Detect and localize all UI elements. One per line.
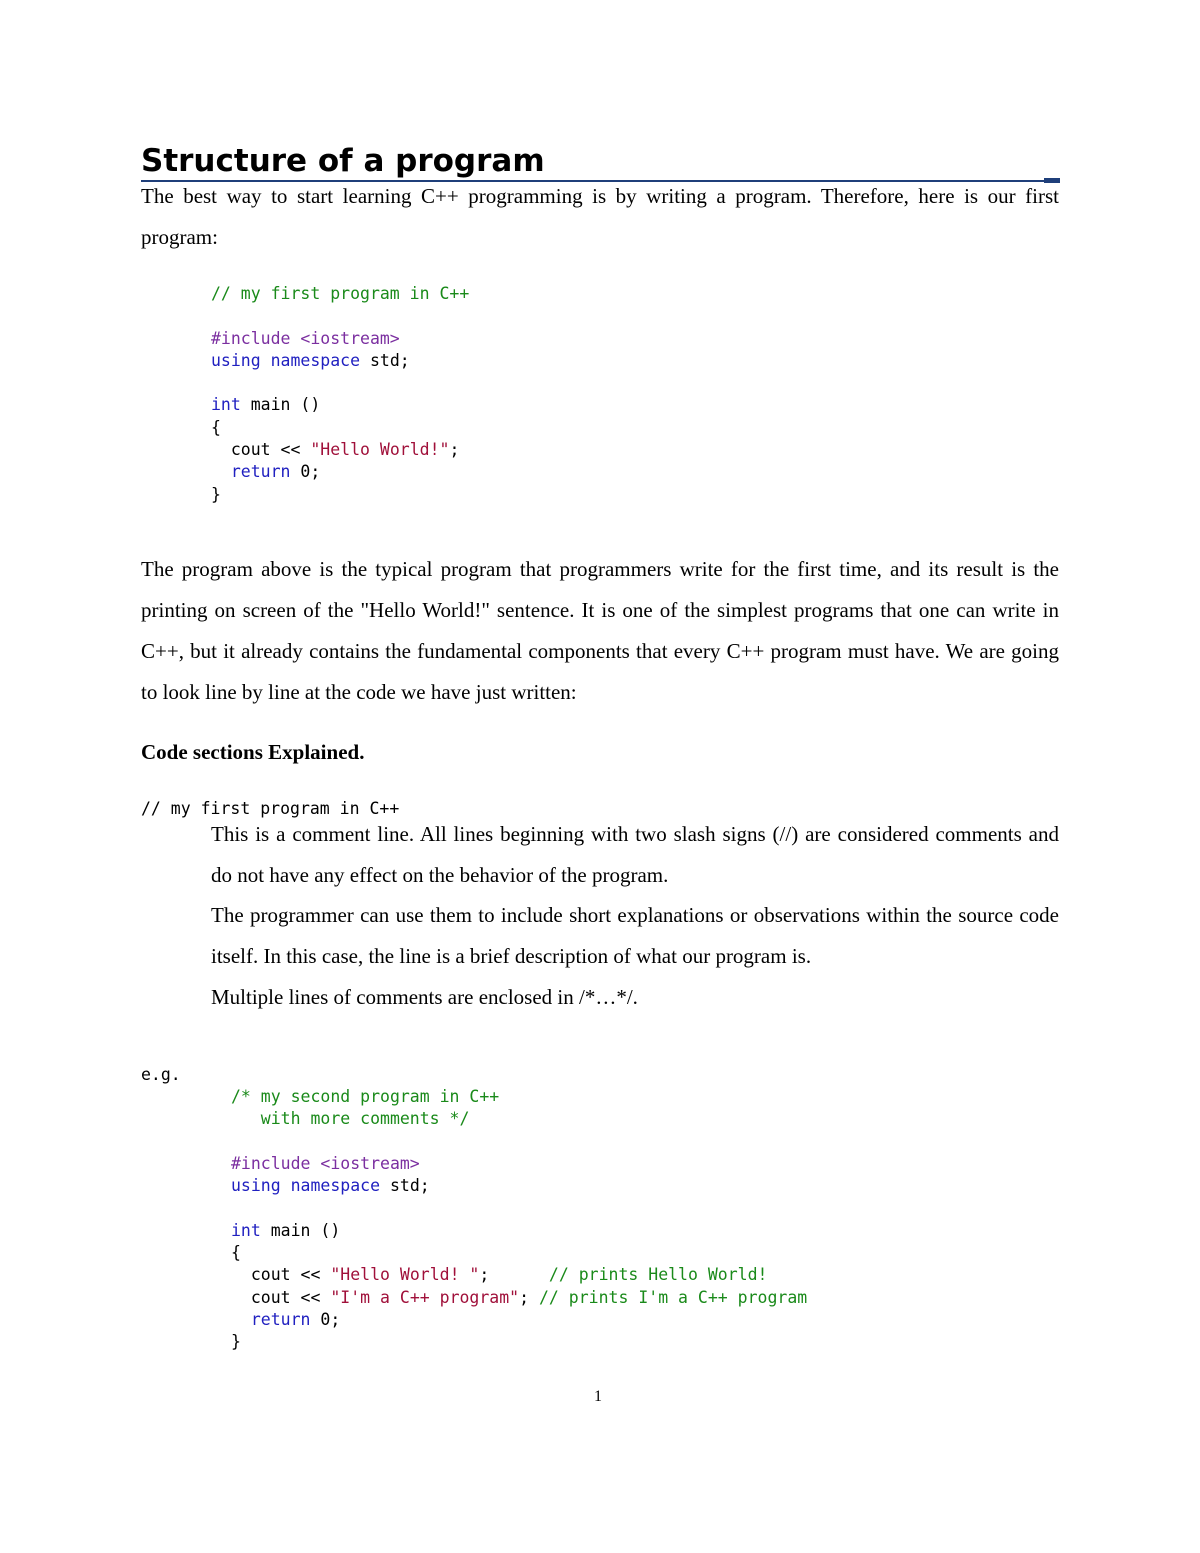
code-string: "Hello World! " (330, 1265, 480, 1285)
code-text: cout << (230, 440, 311, 460)
intro-paragraph: The best way to start learning C++ programming is by writing a program. Therefore, here is our first program: (141, 184, 1059, 249)
code-text: } (231, 1332, 241, 1352)
code-comment: // prints I'm a C++ program (538, 1287, 808, 1307)
code-text: ; (519, 1287, 539, 1307)
code-text: std; (369, 350, 410, 370)
code-text: std; (389, 1176, 430, 1196)
code-keyword: namespace (290, 1176, 381, 1196)
code-text: { (231, 1243, 241, 1263)
code-text: { (211, 417, 221, 437)
explanation-paragraph: The program above is the typical program that programmers write for the first time, and its result is the printing on screen of the "Hello World!" sentence. It is one of the simplest programs that one can write in C++, but it already contains the fundamental components that every C++ program must have. We are going to look line by line at the code we have just written: (141, 557, 1059, 704)
code-comment: // my first program in C++ (211, 284, 470, 303)
code-preprocessor: #include <iostream> (211, 328, 400, 348)
code-comment: /* my second program in C++ (231, 1087, 500, 1106)
code-text: ; (479, 1265, 549, 1285)
code-string: "Hello World!" (310, 440, 450, 460)
code-text: cout << (250, 1265, 331, 1285)
code-keyword: return (230, 462, 291, 482)
code-text: main () (250, 395, 321, 415)
page-title: Structure of a program (141, 143, 545, 179)
code-keyword: using (231, 1176, 281, 1196)
code-comment: with more comments */ (231, 1109, 470, 1129)
code-keyword: int (211, 395, 241, 415)
code-string: "I'm a C++ program" (330, 1287, 520, 1307)
code-comment: // prints Hello World! (548, 1265, 768, 1285)
comment-explanation-3: Multiple lines of comments are enclosed in /*…*/. (211, 985, 638, 1009)
example-label: e.g. (141, 1065, 181, 1084)
code-keyword: return (250, 1309, 311, 1329)
code-text: } (211, 484, 221, 504)
code-text: 0; (320, 1309, 341, 1329)
code-text: ; (449, 440, 460, 460)
code-preprocessor: #include <iostream> (231, 1153, 420, 1173)
code-text: cout << (250, 1287, 331, 1307)
comment-explanation-1: This is a comment line. All lines beginning with two slash signs (//) are considered comments and do not have any effect on the behavior of the program. (211, 822, 1059, 887)
code-text: main () (270, 1220, 341, 1240)
section-heading: Code sections Explained. (141, 740, 365, 764)
code-keyword: using (211, 350, 261, 370)
comment-explanation-2: The programmer can use them to include short explanations or observations within the source code itself. In this case, the line is a brief description of what our program is. (211, 903, 1059, 968)
code-block-second-program (231, 1086, 807, 1354)
comment-line-code: // my first program in C++ (141, 799, 400, 818)
page-number: 1 (594, 1388, 602, 1405)
code-block-first-program (211, 283, 469, 506)
code-keyword: int (231, 1220, 261, 1240)
code-text: 0; (300, 462, 321, 482)
code-keyword: namespace (270, 350, 361, 370)
